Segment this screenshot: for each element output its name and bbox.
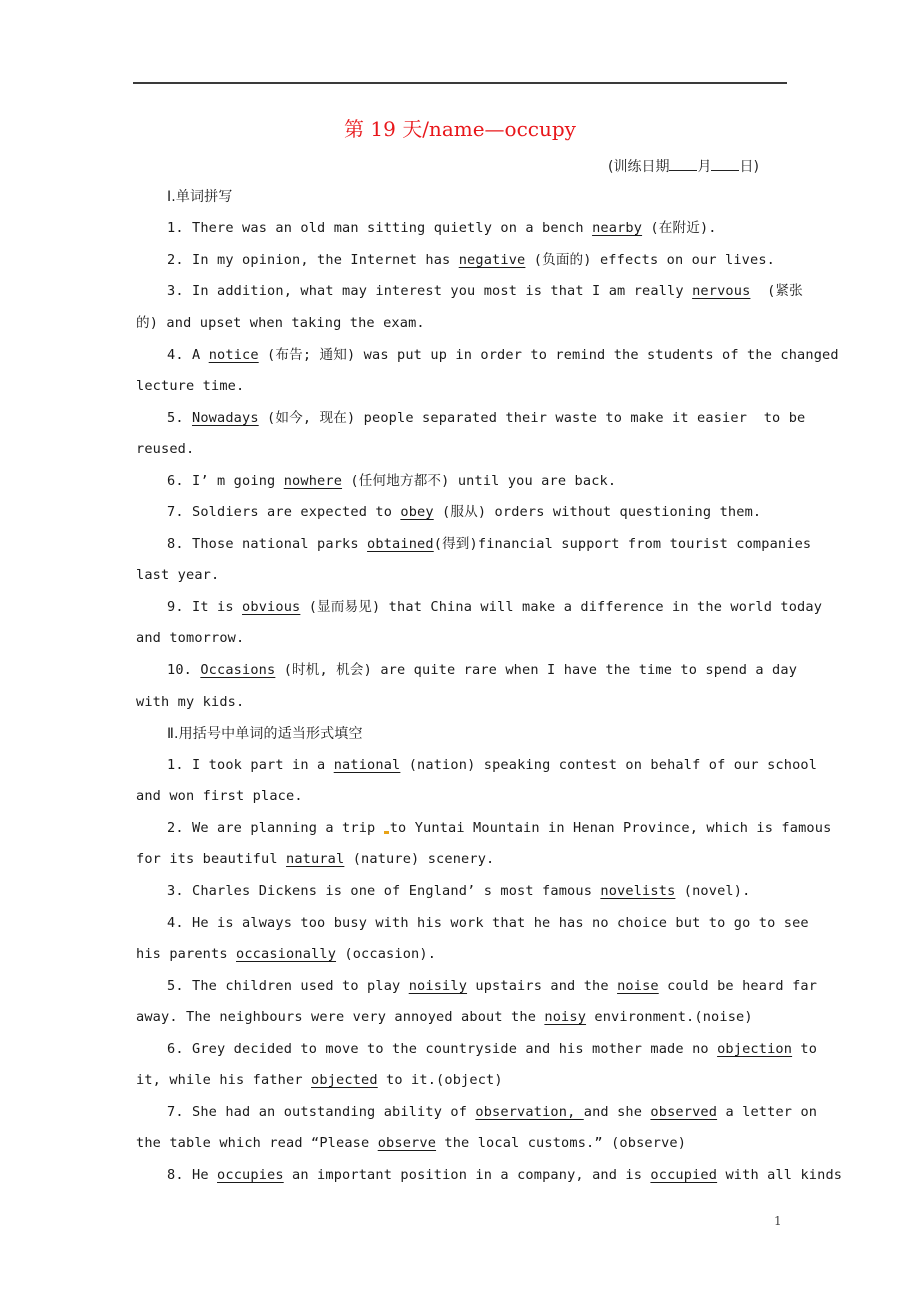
exercise-item [167,535,811,553]
sentence-text: I’ m going [192,473,284,489]
sentence-text: an important position in a company, and is [283,1167,651,1183]
highlight-mark [384,831,389,834]
sentence-text: to [792,1041,818,1057]
item-number: 1. [167,757,193,773]
sentence-text: In my opinion, the Internet has [192,252,459,268]
sentence-text: (任何地方都不) until you are back. [342,473,617,489]
sentence-text: and won first place. [136,788,303,804]
section2-heading: Ⅱ.用括号中单词的适当形式填空 [167,726,363,742]
sentence-text: (nature) scenery. [344,851,495,867]
answer-word: Occasions [200,662,276,678]
sentence-text: She had an outstanding ability of [192,1104,476,1120]
sentence-text: A [192,347,209,363]
answer-word: novelists [600,883,676,899]
item-number: 2. [167,820,193,836]
sentence-text: environment.(noise) [586,1009,753,1025]
exercise-item [167,1166,842,1184]
item-number: 4. [167,915,193,931]
answer-word: occupies [217,1167,284,1183]
sentence-text: (如今, 现在) people separated their waste to make it easier to be [258,410,806,426]
answer-word: Nowadays [192,410,259,426]
item-number: 10. [167,662,201,678]
item-number: 3. [167,883,193,899]
exercise-item-continuation [136,1071,503,1089]
sentence-text: There was an old man sitting quietly on a bench [192,220,593,236]
sentence-text: Grey decided to move to the countryside and his mother made no [192,1041,718,1057]
item-number: 7. [167,504,193,520]
exercise-item [167,251,775,269]
item-number: 8. [167,1167,193,1183]
answer-word: occasionally [236,946,337,962]
sentence-text: to it.(object) [377,1072,503,1088]
sentence-text: (novel). [675,883,751,899]
training-date-line [608,156,759,176]
sentence-text: to Yuntai Mountain in Henan Province, which is famous [389,820,832,836]
sentence-text: the local customs.” (observe) [436,1135,687,1151]
sentence-text: and tomorrow. [136,630,245,646]
exercise-item-continuation [136,1008,753,1026]
sentence-text: (布告; 通知) was put up in order to remind the students of the changed [258,347,839,363]
sentence-text: lecture time. [136,378,245,394]
sentence-text: He [192,1167,218,1183]
sentence-text: (紧张 [750,283,803,299]
date-prefix: (训练日期 [608,159,670,175]
month-label: 月 [697,159,712,175]
sentence-text: with my kids. [136,694,245,710]
exercise-item-continuation [136,377,244,395]
exercise-item-continuation [136,693,244,711]
item-number: 9. [167,599,193,615]
sentence-text: (得到)financial support from tourist companies [433,536,812,552]
sentence-text: (在附近). [642,220,717,236]
sentence-text: (nation) speaking contest on behalf of our school [400,757,818,773]
exercise-item [167,503,761,521]
answer-word: noise [617,978,659,994]
sentence-text: a letter on [717,1104,818,1120]
answer-word: notice [208,347,259,363]
page-title: 第 19 天/name—occupy [344,117,576,141]
item-number: 1. [167,220,193,236]
header-rule [133,82,787,84]
answer-word: nowhere [283,473,343,489]
exercise-item-continuation [136,314,425,332]
sentence-text: (occasion). [336,946,437,962]
exercise-item [167,598,822,616]
sentence-text: it, while his father [136,1072,312,1088]
item-number: 5. [167,410,193,426]
sentence-text: upstairs and the [467,978,618,994]
sentence-text: and she [583,1104,651,1120]
exercise-item-continuation [136,850,494,868]
sentence-text: his parents [136,946,237,962]
sentence-text: last year. [136,567,220,583]
sentence-text: He is always too busy with his work that he has no choice but to go to see [192,915,809,931]
sentence-text: could be heard far [658,978,818,994]
sentence-text: (显而易见) that China will make a difference in the world today [300,599,823,615]
exercise-item-continuation [136,945,436,963]
item-number: 2. [167,252,193,268]
sentence-text: the table which read “Please [136,1135,378,1151]
day-label: 日) [739,159,759,175]
item-number: 8. [167,536,193,552]
exercise-item [167,282,803,300]
answer-word: nearby [592,220,643,236]
page-number: 1 [774,1214,782,1228]
exercise-item [167,661,797,679]
answer-word: objected [311,1072,378,1088]
exercise-item [167,882,750,900]
exercise-item-continuation [136,787,303,805]
item-number: 3. [167,283,193,299]
sentence-text: The children used to play [192,978,409,994]
item-number: 6. [167,473,193,489]
sentence-text: It is [192,599,243,615]
sentence-text: 的) and upset when taking the exam. [136,315,425,331]
sentence-text: away. The neighbours were very annoyed about the [136,1009,545,1025]
answer-word: obtained [367,536,434,552]
exercise-item [167,756,817,774]
sentence-text: (时机, 机会) are quite rare when I have the time to spend a day [275,662,798,678]
answer-word: occupied [650,1167,718,1183]
item-number: 7. [167,1104,193,1120]
sentence-text: (负面的) effects on our lives. [525,252,775,268]
sentence-text: Soldiers are expected to [192,504,401,520]
sentence-text: We are planning a trip [192,820,384,836]
exercise-item-continuation [136,566,219,584]
exercise-item-continuation [136,1134,686,1152]
answer-word: obvious [242,599,301,615]
item-number: 6. [167,1041,193,1057]
answer-word: objection [717,1041,793,1057]
item-number: 5. [167,978,193,994]
answer-word: noisily [408,978,468,994]
sentence-text: Charles Dickens is one of England’ s most famous [192,883,601,899]
exercise-item [167,409,805,427]
section1-heading: Ⅰ.单词拼写 [167,189,233,205]
exercise-item [167,219,717,237]
answer-word: negative [458,252,526,268]
exercise-item [167,1103,817,1121]
item-number: 4. [167,347,193,363]
answer-word: obey [400,504,434,520]
answer-word: observe [377,1135,437,1151]
sentence-text: reused. [136,441,195,457]
month-blank[interactable] [669,158,697,171]
exercise-item [167,914,809,932]
sentence-text: with all kinds [717,1167,843,1183]
answer-word: observed [650,1104,718,1120]
day-blank[interactable] [711,158,739,171]
sentence-text: for its beautiful [136,851,287,867]
exercise-item [167,1040,817,1058]
sentence-text: Those national parks [192,536,368,552]
sentence-text: In addition, what may interest you most is that I am really [192,283,693,299]
exercise-item [167,346,839,364]
exercise-item [167,819,831,837]
answer-word: natural [286,851,345,867]
exercise-item [167,977,817,995]
answer-word: national [333,757,401,773]
exercise-item-continuation [136,440,194,458]
answer-word: nervous [692,283,751,299]
sentence-text: (服从) orders without questioning them. [433,504,762,520]
sentence-text: I took part in a [192,757,334,773]
exercise-item [167,472,616,490]
answer-word: noisy [544,1009,587,1025]
exercise-item-continuation [136,629,244,647]
answer-word: observation, [475,1104,584,1120]
